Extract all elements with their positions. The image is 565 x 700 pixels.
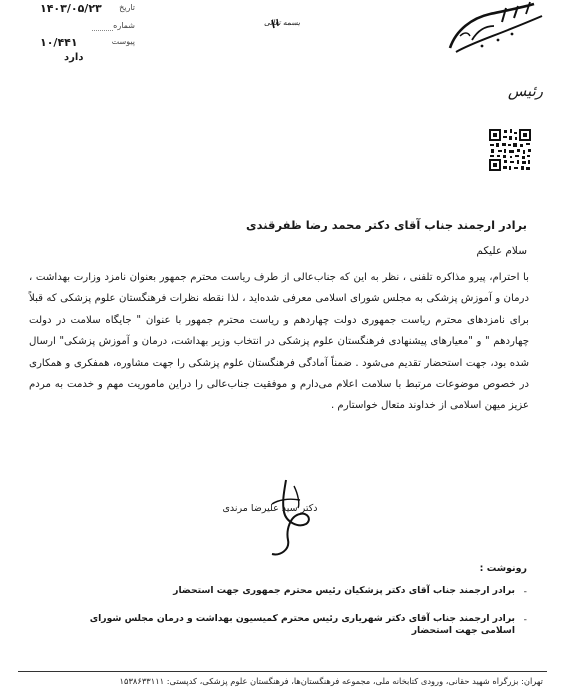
qr-code bbox=[488, 128, 532, 172]
cc-item-text: برادر ارجمند جناب آقای دکتر شهریاری رئیس محترم کمیسیون بهداشت و درمان مجلس شورای اسلامی جهت استحضار bbox=[89, 613, 515, 636]
number-row bbox=[40, 20, 135, 36]
number-label: شماره bbox=[113, 21, 135, 30]
cc-title: رونوشت : bbox=[479, 563, 527, 574]
academy-logo bbox=[442, 0, 547, 56]
footer-divider bbox=[18, 671, 547, 672]
addressee: برادر ارجمند جناب آقای دکتر محمد رضا ظفرقندی bbox=[246, 218, 527, 232]
date-value: ۱۴۰۳/۰۵/۲۳ bbox=[40, 2, 102, 15]
letter-body bbox=[29, 267, 529, 417]
attachment-status: دارد bbox=[64, 52, 84, 63]
attachment-value: ۱۰/۴۴۱ bbox=[40, 36, 78, 49]
president-title: رئیس bbox=[507, 82, 543, 100]
cc-item bbox=[57, 613, 527, 637]
president-title-calligraphy bbox=[475, 78, 545, 106]
date-row bbox=[40, 2, 135, 18]
center-motto: بسمه تعالی bbox=[264, 18, 301, 27]
letter-body-paragraph: با احترام، پیرو مذاکره تلفنی ، نظر به این که جناب‌عالی از طرف ریاست محترم جمهور بعنوان نامزد وزارت بهداشت ، درمان و آموزش پزشکی به مجلس شورای اسلامی معرفی شده‌اید ، لذا نقطه نظرات فرهنگستان علوم پزشکی که قبلاً برای نامزدهای محترم ریاست جمهوری دولت چهاردهم و ریاست محترم جمهور با عنوان " جایگاه سلامت در دولت چهاردهم " و "معیارهای پیشنهادی فرهنگستان علوم پزشکی در انتخاب وزیر بهداشت، درمان و آموزش پزشکی" ارسال شده بود، جهت استحضار تقدیم می‌شود . ضمناً آمادگی فرهنگستان علوم پزشکی را جهت مشاوره، همفکری و همکاری در خصوص موضوعات مرتبط با سلامت اعلام می‌دارم و موفقیت جناب‌عالی را دراین ماموریت مهم و خدمت به مردم عزیز میهن اسلامی از خداوند متعال خواستارم . bbox=[29, 272, 529, 412]
cc-item-text: برادر ارجمند جناب آقای دکتر پزشکیان رئیس محترم جمهوری جهت استحضار bbox=[173, 585, 515, 596]
signer-name: دکتر سید علیرضا مرندی bbox=[222, 503, 318, 514]
salutation: سلام علیکم bbox=[476, 245, 527, 257]
center-motto-calligraphy bbox=[262, 18, 301, 40]
cc-bullet: - bbox=[523, 586, 527, 597]
cc-list bbox=[57, 585, 527, 653]
signature bbox=[228, 478, 348, 560]
attachment-label: پیوست bbox=[111, 37, 135, 46]
attachment-row bbox=[40, 36, 135, 52]
date-label: تاریخ bbox=[119, 3, 135, 12]
footer-address: تهران: بزرگراه شهید حقانی، ورودی کتابخانه ملی، مجموعه فرهنگستان‌ها، فرهنگستان علوم پزشکی، کدپستی: ۱۵۳۸۶۳۳۱۱۱ bbox=[119, 676, 543, 686]
cc-item bbox=[57, 585, 527, 597]
cc-bullet: - bbox=[523, 614, 527, 625]
